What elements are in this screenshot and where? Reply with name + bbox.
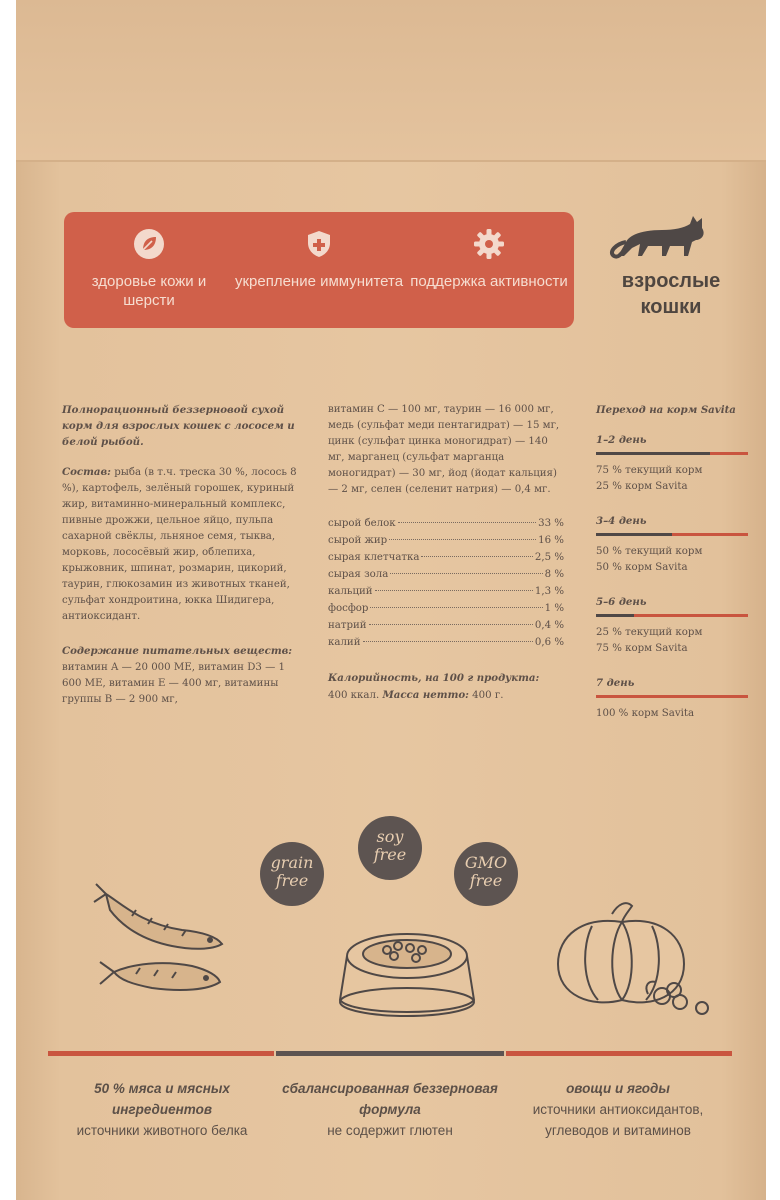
step-line1: 25 % текущий корм	[596, 627, 703, 638]
step-day: 5–6 день	[596, 596, 647, 608]
soy-free-badge: soy free	[358, 816, 422, 880]
product-description: Полнорационный беззерновой сухой корм для взрослых кошек с лососем и белой рыбой.	[62, 404, 295, 448]
calories: Калорийность, на 100 г продукта: 400 ккал. Масса нетто: 400 г.	[328, 672, 540, 701]
transition-steps	[596, 432, 748, 722]
analysis-row	[328, 584, 564, 601]
bar-current	[596, 452, 710, 455]
benefit-immunity	[234, 212, 404, 328]
analysis-row	[328, 516, 564, 533]
step-bar	[596, 533, 748, 536]
bar-savita	[596, 695, 748, 698]
analysis-row	[328, 601, 564, 618]
step-day: 1–2 день	[596, 434, 647, 446]
analysis-value: 33 %	[538, 518, 564, 529]
step-line1: 75 % текущий корм	[596, 465, 703, 476]
transition-step	[596, 513, 748, 576]
footer-vegetables: овощи и ягоды источники антиоксидантов, углеводов и витаминов	[532, 1081, 704, 1138]
leader-dots	[390, 573, 542, 574]
package-back	[16, 0, 766, 1200]
analysis-row	[328, 618, 564, 635]
package-seal	[16, 0, 766, 162]
gmo-free-badge: GMO free	[454, 842, 518, 906]
analysis-name: сырой жир	[328, 535, 388, 546]
step-line1: 100 % корм Savita	[596, 708, 695, 719]
step-line1: 50 % текущий корм	[596, 546, 703, 557]
transition-title: Переход на корм Savita	[596, 404, 736, 416]
leader-dots	[421, 556, 532, 557]
analysis-column	[328, 402, 564, 704]
analysis-value: 2,5 %	[534, 552, 564, 563]
step-line2: 50 % корм Savita	[596, 562, 688, 573]
footer-formula: сбалансированная беззерновая формула не содержит глютен	[282, 1081, 498, 1138]
step-bar	[596, 452, 748, 455]
benefit-label: поддержка активности	[410, 273, 568, 290]
stripe-meat	[48, 1051, 274, 1056]
analysis-name: сырой белок	[328, 518, 396, 529]
analysis-value: 8 %	[544, 569, 564, 580]
stripe-vegetables	[506, 1051, 732, 1056]
step-line2: 75 % корм Savita	[596, 643, 688, 654]
leaf-icon	[133, 228, 165, 260]
stripe-formula	[276, 1051, 504, 1056]
pumpkin-icon	[552, 896, 732, 1026]
bowl-icon	[332, 920, 482, 1030]
analysis-row	[328, 567, 564, 584]
analysis-row	[328, 533, 564, 550]
bar-savita	[672, 533, 748, 536]
step-bar	[596, 614, 748, 617]
description-column	[62, 402, 306, 722]
transition-step	[596, 675, 748, 722]
benefits-banner	[64, 212, 574, 328]
step-line2: 25 % корм Savita	[596, 481, 688, 492]
analysis-name: натрий	[328, 620, 367, 631]
analysis-value: 16 %	[538, 535, 564, 546]
leader-dots	[375, 590, 533, 591]
analysis-value: 1 %	[544, 603, 564, 614]
footer-meat: 50 % мяса и мясных ингредиентов источники животного белка	[76, 1081, 248, 1138]
analysis-value: 0,6 %	[534, 637, 564, 648]
benefit-label: здоровье кожи и шерсти	[91, 273, 207, 309]
shield-icon	[303, 228, 335, 260]
cat-icon	[596, 212, 746, 262]
transition-step	[596, 594, 748, 657]
analysis-value: 1,3 %	[534, 586, 564, 597]
audience-label: взрослые кошки	[621, 270, 721, 318]
analysis-name: сырая зола	[328, 569, 389, 580]
analysis-row	[328, 635, 564, 652]
nutrients-part1: Содержание питательных веществ: витамин A — 20 000 МЕ, витамин D3 — 1 600 МЕ, витамин E — 400 мг, витамины группы B — 2 900 мг,	[62, 645, 293, 705]
bar-current	[596, 614, 634, 617]
leader-dots	[389, 539, 536, 540]
bar-savita	[634, 614, 748, 617]
leader-dots	[369, 624, 533, 625]
leader-dots	[398, 522, 536, 523]
benefit-label: укрепление иммунитета	[234, 273, 404, 290]
transition-column	[596, 402, 748, 740]
analysis-value: 0,4 %	[534, 620, 564, 631]
bar-savita	[710, 452, 748, 455]
fish-icon	[92, 880, 242, 1020]
bar-current	[596, 533, 672, 536]
analysis-name: кальций	[328, 586, 373, 597]
leader-dots	[370, 607, 542, 608]
leader-dots	[363, 641, 533, 642]
step-day: 7 день	[596, 677, 635, 689]
step-bar	[596, 695, 748, 698]
analysis-name: фосфор	[328, 603, 369, 614]
analysis-name: калий	[328, 637, 361, 648]
nutrients-part2: витамин C — 100 мг, таурин — 16 000 мг, медь (сульфат меди пентагидрат) — 15 мг, цинк (сульфат цинка моногидрат) — 140 мг, марганец (сульфат марганца моногидрат) — 30 мг, йод (йодат кальция) — 2 мг, селен (селенит натрия) — 0,4 мг.	[328, 404, 560, 495]
analysis-row	[328, 550, 564, 567]
benefit-activity	[404, 212, 574, 328]
analysis-name: сырая клетчатка	[328, 552, 420, 563]
analysis-list	[328, 516, 564, 652]
grain-free-badge: grain free	[260, 842, 324, 906]
gear-icon	[473, 228, 505, 260]
step-day: 3–4 день	[596, 515, 647, 527]
benefit-skin	[64, 212, 234, 328]
composition: Состав: рыба (в т.ч. треска 30 %, лосось 8 %), картофель, зелёный горошек, куриный жир, витаминно-минеральный комплекс, пивные дрожжи, цельное яйцо, пульпа сахарной свёклы, льняное семя, тыква, морковь, лососёвый жир, облепиха, крыжовник, шпинат, розмарин, цикорий, таурин, глюкозамин из животных тканей, сульфат хондроитина, юкка Шидигера, антиоксидант.	[62, 466, 297, 622]
transition-step	[596, 432, 748, 495]
